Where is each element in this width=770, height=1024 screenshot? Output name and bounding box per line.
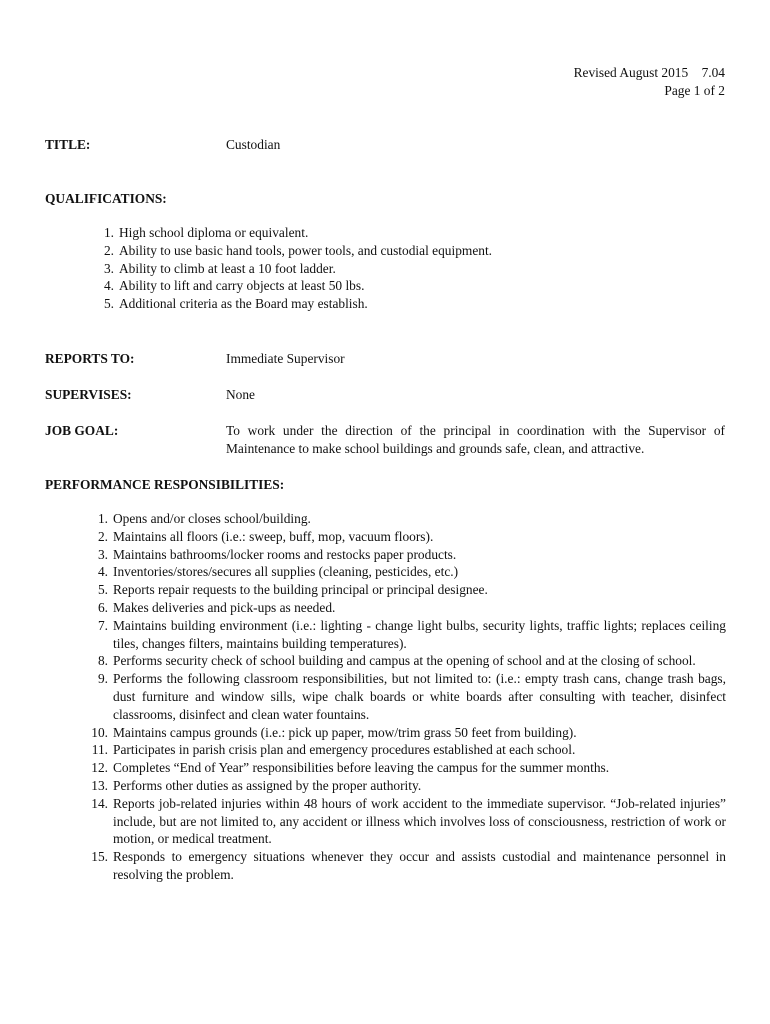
list-item: 5. Reports repair requests to the building principal or principal designee. — [97, 582, 488, 598]
list-item: 1. High school diploma or equivalent. — [103, 225, 309, 240]
list-item: 7. Maintains building environment (i.e.: lighting - change light bulbs, security lights, traffic lights; replaces ceiling tiles, changes filters, maintains building temperatures). — [97, 617, 726, 651]
list-item: 6. Makes deliveries and pick-ups as needed. — [97, 599, 336, 615]
list-item: 11. Participates in parish crisis plan and emergency procedures established at each school. — [91, 742, 576, 758]
title-label: TITLE: — [45, 137, 91, 152]
list-item: 2. Ability to use basic hand tools, power tools, and custodial equipment. — [103, 242, 493, 258]
list-item: 3. Ability to climb at least a 10 foot ladder. — [103, 260, 336, 276]
list-item: 15. Responds to emergency situations whenever they occur and assists custodial and maintenance personnel in resolving the problem. — [91, 849, 726, 882]
list-item: 1. Opens and/or closes school/building. — [97, 511, 311, 526]
list-item: 2. Maintains all floors (i.e.: sweep, buff, mop, vacuum floors). — [97, 528, 434, 544]
list-item: 4. Inventories/stores/secures all supplies (cleaning, pesticides, etc.) — [97, 564, 459, 580]
list-item: 8. Performs security check of school building and campus at the opening of school and at the closing of school. — [97, 653, 696, 669]
responsibilities-list — [75, 510, 726, 884]
job-goal-label: JOB GOAL: — [45, 423, 119, 438]
list-item: 4. Ability to lift and carry objects at least 50 lbs. — [103, 278, 365, 294]
list-item: 3. Maintains bathrooms/locker rooms and restocks paper products. — [97, 546, 457, 562]
list-item: 9. Performs the following classroom responsibilities, but not limited to: (i.e.: empty trash cans, change trash bags, dust furniture and window sills, wipe chalk boards or white boards after consulting with teacher, disinfect classrooms, disinfect and clean water fountains. — [97, 671, 726, 722]
job-goal-value: To work under the direction of the principal in coordination with the Supervisor of Maintenance to make school buildings and grounds safe, clean, and attractive. — [226, 423, 725, 456]
list-item: 13. Performs other duties as assigned by the proper authority. — [91, 777, 422, 793]
supervises-label: SUPERVISES: — [45, 387, 132, 402]
reports-to-label: REPORTS TO: — [45, 351, 135, 366]
list-item: 10. Maintains campus grounds (i.e.: pick up paper, mow/trim grass 50 feet from building). — [91, 724, 577, 740]
revision-line: Revised August 2015 7.04 — [573, 65, 725, 80]
qualifications-list — [75, 224, 675, 313]
list-item: 12. Completes “End of Year” responsibilities before leaving the campus for the summer months. — [91, 760, 610, 776]
page-header — [574, 64, 725, 100]
reports-to-value: Immediate Supervisor — [226, 351, 345, 366]
qualifications-heading: QUALIFICATIONS: — [45, 191, 167, 206]
page-number: Page 1 of 2 — [664, 82, 725, 98]
list-item: 5. Additional criteria as the Board may establish. — [103, 296, 368, 312]
list-item: 14. Reports job-related injuries within 48 hours of work accident to the immediate supervisor. “Job-related injuries” include, but are not limited to, any accident or illness which involves loss of consciousness, restriction of work or motion, or medical treatment. — [91, 795, 726, 847]
title-value: Custodian — [226, 137, 281, 152]
supervises-value: None — [226, 387, 256, 402]
responsibilities-heading: PERFORMANCE RESPONSIBILITIES: — [45, 477, 285, 492]
